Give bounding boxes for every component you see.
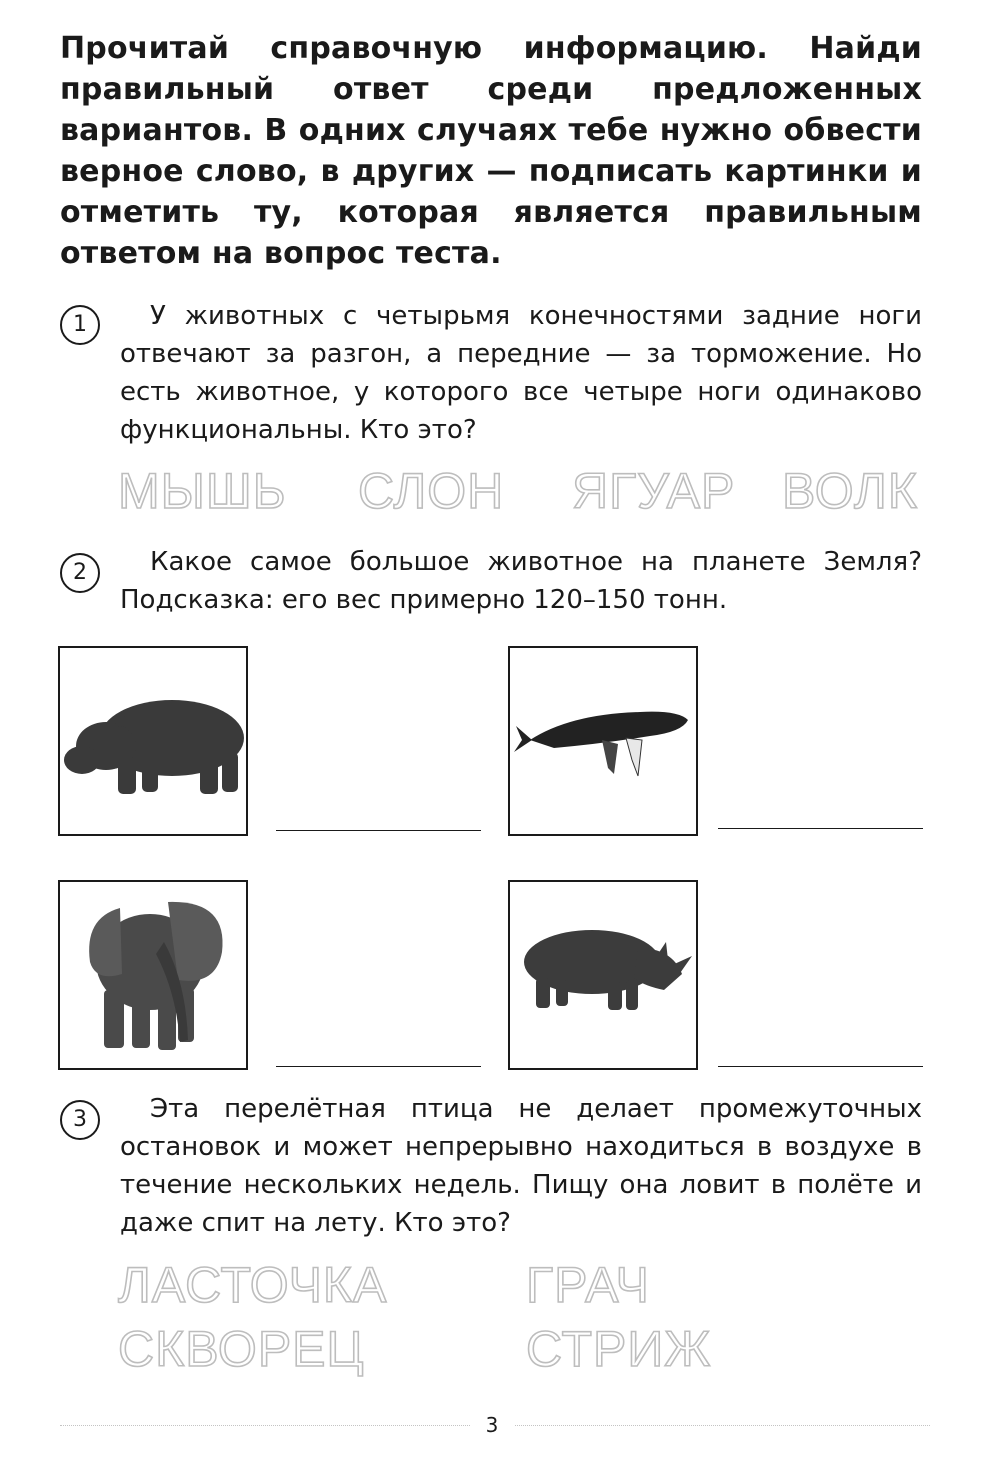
- answer-line-4[interactable]: [718, 1066, 923, 1067]
- instructions: Прочитай справочную информацию. Найди правильный ответ среди предложенных вариантов. В одних случаях тебе нужно обвести верное слово, в других — подписать картинки и отметить ту, которая является правильным ответом на вопрос теста.: [60, 31, 922, 271]
- answer-line-2[interactable]: [718, 828, 923, 829]
- question-number-3: 3: [60, 1100, 100, 1140]
- hippopotamus-photo[interactable]: [58, 646, 248, 836]
- answer-option-mouse[interactable]: МЫШЬ: [118, 463, 287, 519]
- answer-option-swallow[interactable]: ЛАСТОЧКА: [118, 1257, 388, 1313]
- whale-photo[interactable]: [508, 646, 698, 836]
- answer-option-starling[interactable]: СКВОРЕЦ: [118, 1321, 365, 1377]
- answer-option-swift[interactable]: СТРИЖ: [526, 1321, 712, 1377]
- question-number-1: 1: [60, 305, 100, 345]
- answer-option-wolf[interactable]: ВОЛК: [782, 463, 918, 519]
- question-1-text: У животных с четырьмя конечностями задние ноги отвечают за разгон, а передние — за торможение. Но есть животное, у которого все четыре ноги одинаково функциональны. Кто это?: [120, 301, 922, 445]
- elephant-photo[interactable]: [58, 880, 248, 1070]
- question-3-text: Эта перелётная птица не делает промежуточных остановок и может непрерывно находиться в воздухе в течение нескольких недель. Пищу она ловит в полёте и даже спит на лету. Кто это?: [120, 1094, 922, 1238]
- question-2-text: Какое самое большое животное на планете Земля? Подсказка: его вес примерно 120–150 тонн.: [120, 547, 922, 615]
- answer-line-3[interactable]: [276, 1066, 481, 1067]
- answer-option-elephant[interactable]: СЛОН: [358, 463, 505, 519]
- question-number-2: 2: [60, 553, 100, 593]
- rhinoceros-photo[interactable]: [508, 880, 698, 1070]
- answer-option-rook[interactable]: ГРАЧ: [526, 1257, 650, 1313]
- page-number: 3: [470, 1410, 514, 1440]
- answer-line-1[interactable]: [276, 830, 481, 831]
- answer-option-jaguar[interactable]: ЯГУАР: [572, 463, 736, 519]
